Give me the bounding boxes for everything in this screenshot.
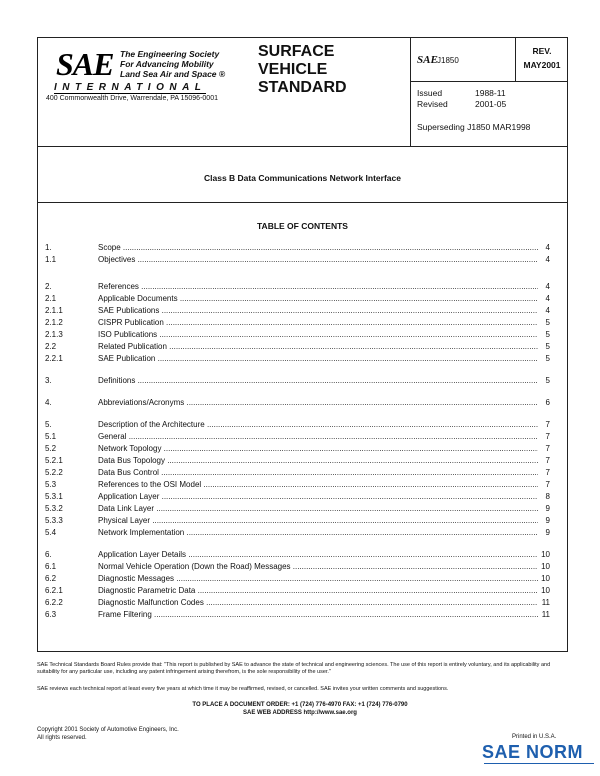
- toc-entry-page: 5: [538, 330, 550, 339]
- toc-entry-title: Description of the Architecture .....: [98, 420, 544, 429]
- toc-entry-title: Objectives .....: [98, 255, 544, 264]
- logo-mark: SAE: [56, 46, 114, 82]
- toc-entry[interactable]: [38, 432, 567, 443]
- toc-entry-page: 5: [538, 342, 550, 351]
- toc-entry-number: 6.2: [45, 574, 57, 583]
- logo-tagline: [120, 49, 250, 79]
- toc-entry[interactable]: [38, 243, 567, 254]
- printed-in: Printed in U.S.A.: [512, 734, 557, 740]
- toc-entry-number: 5.: [45, 420, 52, 429]
- toc-entry[interactable]: [38, 306, 567, 317]
- order-info: TO PLACE A DOCUMENT ORDER: +1 (724) 776-4970 FAX: +1 (724) 776-0790: [192, 702, 408, 708]
- toc-entry-number: 6.3: [45, 610, 57, 619]
- toc-entry[interactable]: [38, 444, 567, 455]
- toc-entry[interactable]: [38, 574, 567, 585]
- logo-tagline-line: Land Sea Air and Space ®: [120, 69, 226, 79]
- address: 400 Commonwealth Drive, Warrendale, PA 15096-0001: [46, 95, 218, 102]
- toc-entry[interactable]: [38, 480, 567, 491]
- issued-value: 1988-11: [475, 88, 506, 98]
- toc-entry-title: Frame Filtering .....: [98, 610, 544, 619]
- footer-policy: SAE Technical Standards Board Rules provide that: "This report is published by SAE to advance the state of technical and engineering sciences. The use of this report is entirely voluntary, and its applicability and suitability for any particular use, including any patent infringement arising therefrom, is the sole responsibility of the user.": [37, 662, 551, 675]
- doc-number-cell: [411, 38, 516, 82]
- toc-entry-title: Application Layer .....: [98, 492, 544, 501]
- toc-entry[interactable]: [38, 492, 567, 503]
- toc-entry-page: 5: [538, 376, 550, 385]
- toc-entry-page: 7: [538, 480, 550, 489]
- toc-entry-page: 7: [538, 456, 550, 465]
- toc-entry-page: 8: [538, 492, 550, 501]
- toc-entry-page: 10: [538, 574, 550, 583]
- toc-entry-number: 2.: [45, 282, 52, 291]
- toc-entry[interactable]: [38, 342, 567, 353]
- doc-sae-mark: SAE: [417, 54, 438, 66]
- toc-entry-title: Diagnostic Parametric Data .....: [98, 586, 544, 595]
- toc-entry[interactable]: [38, 562, 567, 573]
- toc-entry-number: 6.: [45, 550, 52, 559]
- toc-entry[interactable]: [38, 398, 567, 409]
- sae-logo: [38, 38, 248, 146]
- toc-entry-number: 2.2.1: [45, 354, 63, 363]
- toc-entry-number: 5.3: [45, 480, 57, 489]
- document-title: Class B Data Communications Network Interface: [204, 173, 401, 183]
- toc-entry[interactable]: [38, 610, 567, 621]
- toc-entry-number: 4.: [45, 398, 52, 407]
- watermark-underline: [484, 763, 594, 764]
- logo-tagline-line: The Engineering Society: [120, 49, 220, 59]
- doc-dates: [417, 88, 506, 110]
- toc-entry-page: 9: [538, 504, 550, 513]
- toc-entry-title: Normal Vehicle Operation (Down the Road) Messages .....: [98, 562, 544, 571]
- copyright-line: All rights reserved.: [37, 735, 87, 741]
- toc-entry-number: 5.3.2: [45, 504, 63, 513]
- toc-entry-number: 5.4: [45, 528, 57, 537]
- toc-entry[interactable]: [38, 318, 567, 329]
- watermark-text: SAE NORM: [482, 742, 584, 762]
- doc-type-line: VEHICLE: [258, 61, 328, 78]
- toc-entry[interactable]: [38, 504, 567, 515]
- toc-entry-title: Data Bus Control .....: [98, 468, 544, 477]
- toc-entry-page: 4: [538, 306, 550, 315]
- toc-entry[interactable]: [38, 550, 567, 561]
- toc-entry[interactable]: [38, 376, 567, 387]
- toc-entry-page: 4: [538, 243, 550, 252]
- toc-entry-page: 11: [538, 598, 550, 607]
- toc-entry-number: 5.2: [45, 444, 57, 453]
- toc-entry-page: 7: [538, 444, 550, 453]
- revised-value: 2001-05: [475, 99, 507, 109]
- toc-entry-number: 2.2: [45, 342, 57, 351]
- toc-entry[interactable]: [38, 456, 567, 467]
- doc-type-line: STANDARD: [258, 79, 347, 96]
- toc-entry-page: 7: [538, 468, 550, 477]
- toc-entry-page: 6: [538, 398, 550, 407]
- toc-entry-number: 1.: [45, 243, 52, 252]
- toc-entry-title: Related Publication .....: [98, 342, 544, 351]
- toc-entry-title: Diagnostic Malfunction Codes .....: [98, 598, 544, 607]
- toc-entry[interactable]: [38, 294, 567, 305]
- revision-cell: [516, 38, 568, 82]
- toc-entry-page: 11: [538, 610, 550, 619]
- superseding: Superseding J1850 MAR1998: [417, 122, 531, 132]
- toc-entry-title: CISPR Publication .....: [98, 318, 544, 327]
- toc-entry-page: 5: [538, 354, 550, 363]
- toc-entry[interactable]: [38, 516, 567, 527]
- toc-entry[interactable]: [38, 255, 567, 266]
- toc-entry-title: Network Implementation .....: [98, 528, 544, 537]
- toc-entry-title: ISO Publications .....: [98, 330, 544, 339]
- toc-entry-title: Network Topology .....: [98, 444, 544, 453]
- toc-entry-number: 1.1: [45, 255, 57, 264]
- toc-entry[interactable]: [38, 468, 567, 479]
- doc-info-box: [410, 38, 568, 146]
- toc-entry-page: 10: [538, 586, 550, 595]
- toc-entry-number: 5.2.1: [45, 456, 63, 465]
- toc-entry-page: 4: [538, 255, 550, 264]
- toc-entry-title: SAE Publication .....: [98, 354, 544, 363]
- toc-entry-number: 2.1: [45, 294, 57, 303]
- toc-heading: TABLE OF CONTENTS: [257, 221, 348, 231]
- toc-entry-page: 9: [538, 516, 550, 525]
- title-bar: [38, 146, 567, 203]
- toc-entry-title: Abbreviations/Acronyms .....: [98, 398, 544, 407]
- logo-tagline-line: For Advancing Mobility: [120, 59, 214, 69]
- footer-review: SAE reviews each technical report at least every five years at which time it may be reaffirmed, revised, or cancelled. SAE invites your written comments and suggestions.: [37, 686, 449, 692]
- toc-entry-title: References .....: [98, 282, 544, 291]
- toc-entry[interactable]: [38, 354, 567, 365]
- toc-entry-number: 5.2.2: [45, 468, 63, 477]
- toc-entry-number: 6.2.1: [45, 586, 63, 595]
- toc-entry-number: 6.2.2: [45, 598, 63, 607]
- toc-entry-title: Application Layer Details .....: [98, 550, 544, 559]
- toc-entry-title: Definitions .....: [98, 376, 544, 385]
- toc-entry[interactable]: [38, 282, 567, 293]
- toc-entry-page: 9: [538, 528, 550, 537]
- toc-entry-number: 2.1.1: [45, 306, 63, 315]
- toc-entry[interactable]: [38, 586, 567, 597]
- toc-entry-title: Data Link Layer .....: [98, 504, 544, 513]
- toc-entry-number: 5.3.3: [45, 516, 63, 525]
- toc-entry-page: 5: [538, 318, 550, 327]
- web-address: SAE WEB ADDRESS http://www.sae.org: [243, 710, 357, 716]
- toc-entry-title: SAE Publications .....: [98, 306, 544, 315]
- toc-entry-title: References to the OSI Model .....: [98, 480, 544, 489]
- document-page: [37, 37, 568, 652]
- revised-label: Revised: [417, 99, 448, 109]
- toc-entry-title: Diagnostic Messages .....: [98, 574, 544, 583]
- toc-entry-page: 10: [538, 562, 550, 571]
- rev-value: MAY2001: [523, 60, 561, 70]
- logo-international: INTERNATIONAL: [54, 82, 207, 93]
- doc-type: [258, 43, 398, 97]
- doc-type-line: SURFACE: [258, 43, 335, 60]
- toc-entry-page: 7: [538, 432, 550, 441]
- toc-entry-title: Applicable Documents .....: [98, 294, 544, 303]
- toc-entry-number: 2.1.2: [45, 318, 63, 327]
- toc-entry-page: 7: [538, 420, 550, 429]
- copyright-line: Copyright 2001 Society of Automotive Engineers, Inc.: [37, 727, 179, 733]
- toc-entry-page: 10: [538, 550, 550, 559]
- watermark: [482, 742, 583, 763]
- toc-entry-number: 5.1: [45, 432, 57, 441]
- toc-entry-title: General .....: [98, 432, 544, 441]
- toc-entry-number: 3.: [45, 376, 52, 385]
- toc-entry[interactable]: [38, 330, 567, 341]
- toc-entry-number: 5.3.1: [45, 492, 63, 501]
- copyright: [37, 726, 179, 742]
- toc-entry-title: Data Bus Topology .....: [98, 456, 544, 465]
- doc-number: J1850: [437, 56, 459, 65]
- toc-entry-title: Physical Layer .....: [98, 516, 544, 525]
- toc-entry-title: Scope .....: [98, 243, 544, 252]
- rev-label: REV.: [532, 46, 552, 56]
- toc-entry-number: 6.1: [45, 562, 57, 571]
- toc-entry-page: 4: [538, 294, 550, 303]
- toc-entry[interactable]: [38, 598, 567, 609]
- toc-entry[interactable]: [38, 528, 567, 539]
- toc-entry-number: 2.1.3: [45, 330, 63, 339]
- toc-entry-page: 4: [538, 282, 550, 291]
- document-header: [38, 38, 567, 147]
- issued-label: Issued: [417, 88, 443, 98]
- toc-entry[interactable]: [38, 420, 567, 431]
